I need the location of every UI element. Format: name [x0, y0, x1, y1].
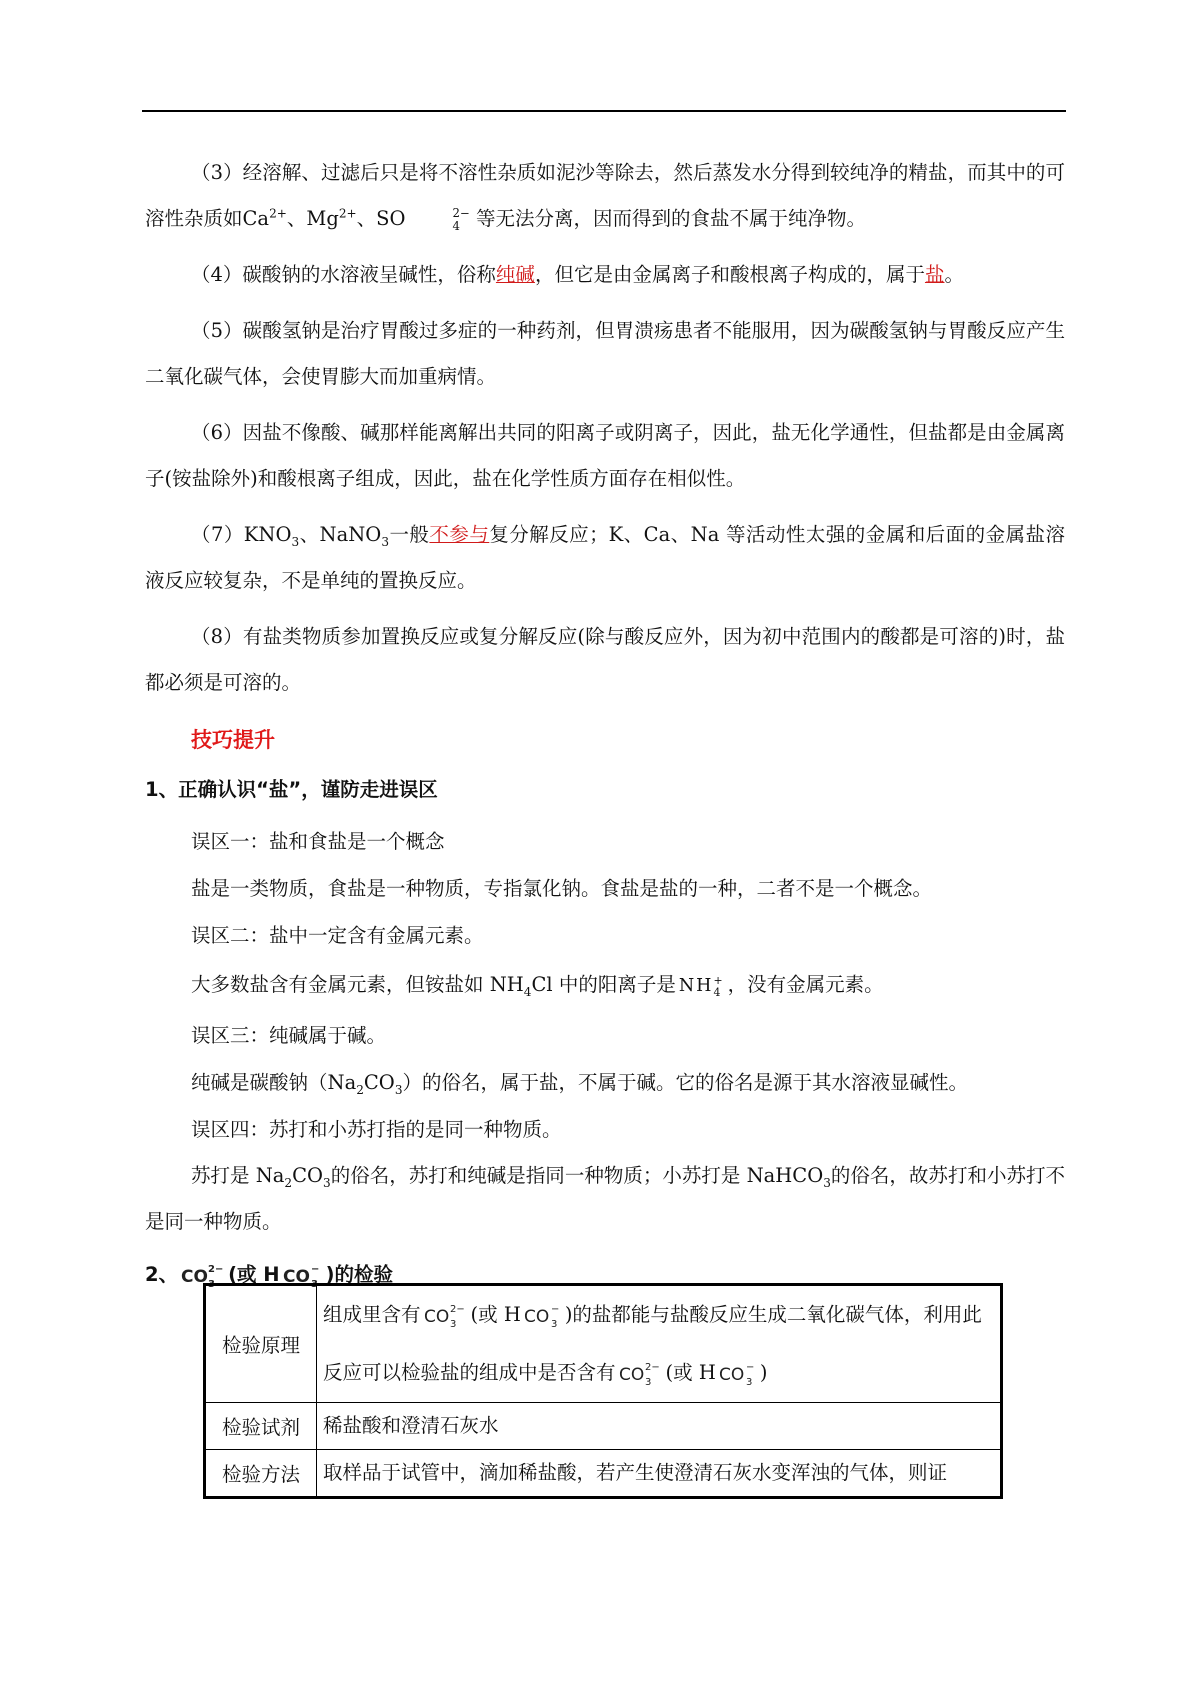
note-3: （3）经溶解、过滤后只是将不溶性杂质如泥沙等除去，然后蒸发水分得到较纯净的精盐，而其中的可溶性杂质如$Ca^{2+}$、$Mg^{2+}$、SO 2− 4 等无法分离，因而得到的食盐不属于纯净物。	[145, 161, 1065, 233]
svg-text:CO: CO	[618, 1364, 644, 1385]
misconception-4-text: 苏打是 $Na_2CO_3$的俗名，苏打和纯碱是指同一种物质；小苏打是 NaHCO$_3$的俗名，故苏打和小苏打不是同一种物质。	[145, 1164, 1065, 1233]
svg-text:3: 3	[310, 1278, 318, 1290]
table-value-method: 取样品于试管中，滴加稀盐酸，若产生使澄清石灰水变浑浊的气体，则证	[317, 1450, 1002, 1498]
header-rule	[142, 110, 1066, 112]
note-5: （5）碳酸氢钠是治疗胃酸过多症的一种药剂，但胃溃疡患者不能服用，因为碳酸氢钠与胃酸反应产生二氧化碳气体，会使胃膨大而加重病情。	[145, 319, 1065, 388]
svg-text:3: 3	[208, 1278, 216, 1290]
bicarbonate-ion-image	[524, 1302, 562, 1330]
misconception-3-title: 误区三：纯碱属于碱。	[191, 1024, 387, 1047]
note-4: （4）碳酸钠的水溶液呈碱性，俗称纯碱，但它是由金属离子和酸根离子构成的，属于盐。	[191, 263, 964, 286]
misconception-1-text: 盐是一类物质，食盐是一种物质，专指氯化钠。食盐是盐的一种，二者不是一个概念。	[191, 877, 933, 900]
misconception-1-title: 误区一：盐和食盐是一个概念	[191, 830, 445, 853]
test-table-wrapper	[203, 1283, 1003, 1499]
note-3-text-end: 等无法分离，因而得到的食盐不属于纯净物。	[475, 207, 866, 230]
ion-magnesium: $Mg^{2+}$	[306, 206, 357, 230]
section-2-heading: 2、 CO 2− 3 (或 H CO − 3 )的检验	[145, 1263, 394, 1290]
misconception-2-title: 误区二：盐中一定含有金属元素。	[191, 924, 484, 947]
carbonate-ion-image	[619, 1360, 663, 1388]
document-body	[145, 150, 1065, 1303]
note-7: $(7)KNO_3$、NaNO$_3$一般不参与复分解反应；K、Ca、Na 等活动性太强的金属和后面的金属盐溶液反应较复杂，不是单纯的置换反应。	[145, 523, 1065, 592]
table-value-principle: 组成里含有 CO 2− 3 (或 H CO − 3 )的盐都能与盐酸反应生成二氧化碳气体，利用此反应可以检验盐的组成中是否含有 CO 2− 3 (或 H CO − 3 )	[317, 1285, 1002, 1403]
carbonate-test-table	[203, 1283, 1003, 1499]
table-row	[205, 1450, 1002, 1498]
note-3-text: （3）经溶解、过滤后只是将不溶性杂质如泥沙等除去，然后蒸发水分得到较纯净的精盐，而其中的可溶性杂质如	[145, 161, 1065, 230]
misconception-2-text: 大多数盐含有金属元素，但铵盐如 $NH_4Cl$ 中的阳离子是 NH + 4 ，没有金属元素。	[191, 973, 884, 999]
svg-text:3: 3	[644, 1376, 651, 1388]
svg-text:−: −	[745, 1361, 755, 1373]
table-row	[205, 1403, 1002, 1450]
note-6: （6）因盐不像酸、碱那样能离解出共同的阳离子或阴离子，因此，盐无化学通性，但盐都是由金属离子(铵盐除外)和酸根离子组成，因此，盐在化学性质方面存在相似性。	[145, 421, 1065, 490]
svg-text:2−: 2−	[449, 1303, 465, 1315]
misconception-3-text: 纯碱是碳酸钠$(Na_2CO_3)$的俗名，属于盐，不属于碱。它的俗名是源于其水溶液显碱性。	[191, 1071, 969, 1097]
ion-sulfate: SO 2− 4	[376, 206, 470, 233]
table-label-method: 检验方法	[205, 1450, 317, 1498]
svg-text:3: 3	[449, 1318, 456, 1330]
note-8: （8）有盐类物质参加置换反应或复分解反应(除与酸反应外，因为初中范围内的酸都是可溶的)时，盐都必须是可溶的。	[145, 625, 1065, 694]
svg-text:CO: CO	[181, 1266, 209, 1287]
svg-text:CO: CO	[423, 1306, 449, 1327]
bicarbonate-ion-image	[719, 1360, 757, 1388]
svg-text:2−: 2−	[208, 1263, 224, 1275]
ion-ammonium: NH + 4	[678, 974, 725, 999]
section-1-heading: 1、正确认识“盐”，谨防走进误区	[145, 778, 438, 801]
table-label-reagent: 检验试剂	[205, 1403, 317, 1450]
svg-text:3: 3	[550, 1318, 558, 1330]
table-value-reagent: 稀盐酸和澄清石灰水	[317, 1403, 1002, 1450]
ion-calcium: $Ca^{2+}$	[242, 206, 287, 230]
svg-text:CO: CO	[718, 1364, 745, 1385]
table-row	[205, 1285, 1002, 1403]
table-label-principle: 检验原理	[205, 1285, 317, 1403]
svg-text:−: −	[310, 1263, 319, 1275]
svg-text:CO: CO	[523, 1306, 550, 1327]
svg-text:−: −	[550, 1303, 560, 1315]
soda-ash-link[interactable]: 纯碱	[495, 263, 535, 286]
svg-text:3: 3	[745, 1376, 753, 1388]
not-participate-link[interactable]: 不参与	[429, 523, 490, 546]
svg-text:2−: 2−	[644, 1361, 660, 1373]
misconception-4-title: 误区四：苏打和小苏打指的是同一种物质。	[191, 1118, 562, 1141]
salt-link[interactable]: 盐	[924, 263, 945, 286]
carbonate-ion-image	[424, 1302, 468, 1330]
svg-text:CO: CO	[282, 1266, 310, 1287]
skills-title: 技巧提升	[191, 728, 275, 752]
